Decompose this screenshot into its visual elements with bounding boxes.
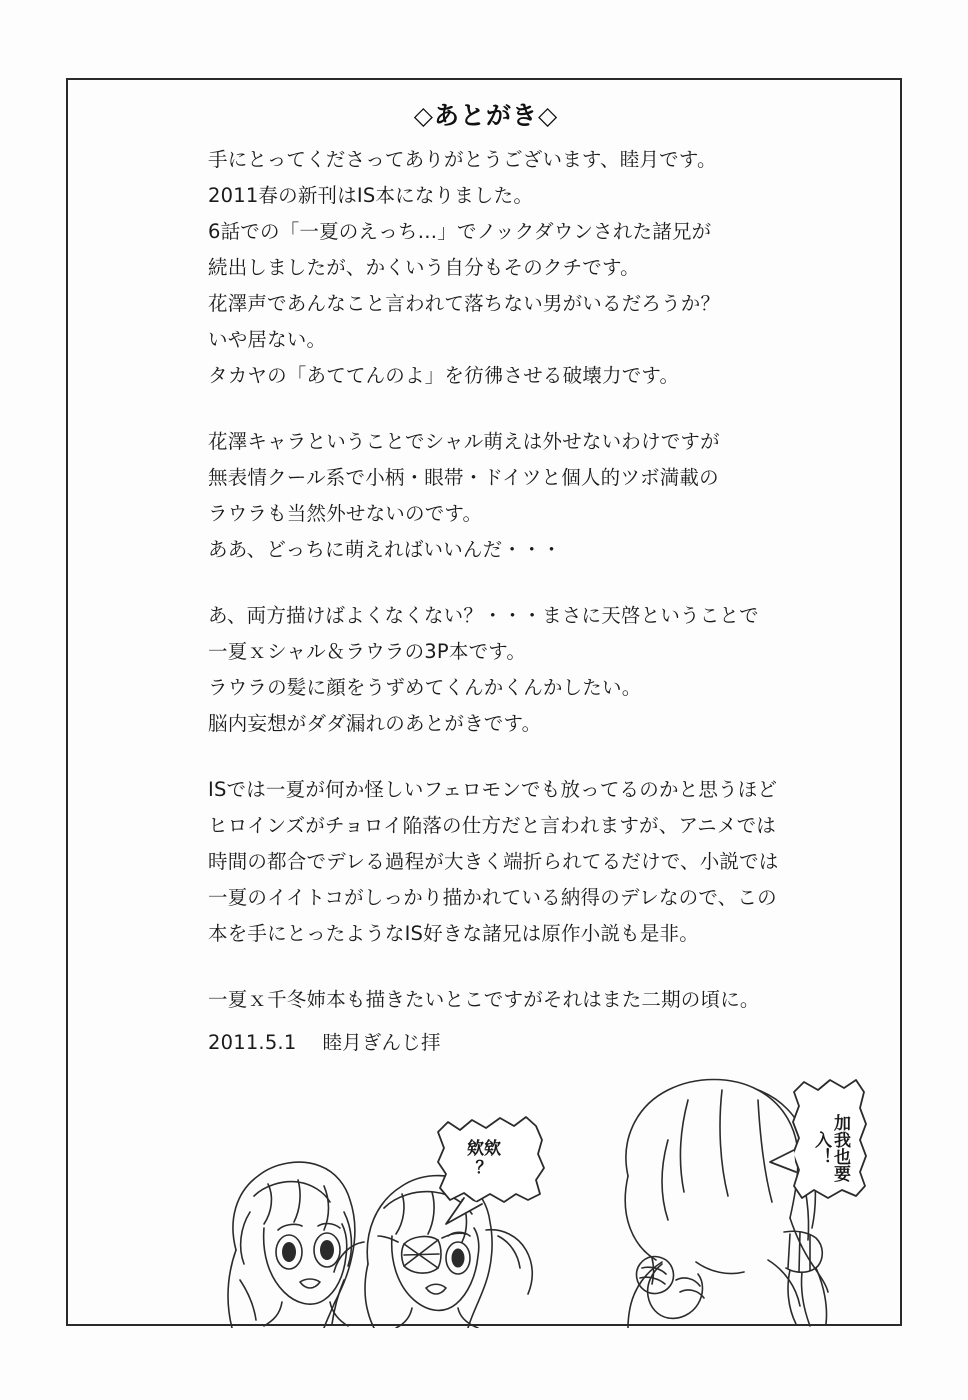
text-line: 花澤声であんなこと言われて落ちない男がいるだろうか？ — [208, 292, 721, 315]
page-title: ◇あとがき◇ — [413, 101, 559, 130]
page-content — [68, 80, 904, 1328]
text-line: 本を手にとったようなIS好きな諸兄は原作小説も是非。 — [208, 922, 699, 945]
signature-date: 2011.5.1 — [208, 1031, 297, 1054]
paragraph-3 — [208, 598, 848, 742]
text-line: 花澤キャラということでシャル萌えは外せないわけですが — [208, 430, 720, 453]
illustration — [68, 980, 904, 1328]
text-line: あ、両方描けばよくなくない？・・・まさに天啓ということで — [208, 604, 759, 627]
afterword-body — [208, 142, 848, 1018]
paragraph-2 — [208, 424, 848, 568]
text-line: タカヤの「あててんのよ」を彷彿させる破壊力です。 — [208, 364, 680, 387]
text-line: ISでは一夏が何か怪しいフェロモンでも放ってるのかと思うほど — [208, 778, 778, 801]
text-line: ラウラも当然外せないのです。 — [208, 502, 483, 525]
bubble-left-line1: 欸欸 — [467, 1139, 501, 1159]
speech-bubble-right-text: 加我也要入！ — [811, 1114, 850, 1182]
text-line: 脳内妄想がダダ漏れのあとがきです。 — [208, 712, 542, 735]
bubble-left-line2: ？ — [475, 1158, 493, 1178]
text-line: 一夏ｘ千冬姉本も描きたいとこですがそれはまた二期の頃に。 — [208, 988, 760, 1011]
text-line: 手にとってくださってありがとうございます、睦月です。 — [208, 148, 717, 171]
text-line: 時間の都合でデレる過程が大きく端折られてるだけで、小説では — [208, 850, 779, 873]
text-line: 6話での「一夏のえっち…」でノックダウンされた諸兄が — [208, 220, 712, 243]
page-border-frame — [66, 78, 902, 1326]
text-line: いや居ない。 — [208, 328, 327, 351]
text-line: 2011春の新刊はIS本になりました。 — [208, 184, 534, 207]
paragraph-1 — [208, 142, 848, 394]
text-line: ラウラの髪に顔をうずめてくんかくんかしたい。 — [208, 676, 642, 699]
paragraph-4 — [208, 772, 848, 952]
text-line: 一夏のイイトコがしっかり描かれている納得のデレなので、この — [208, 886, 777, 909]
text-line: 一夏ｘシャル＆ラウラの3P本です。 — [208, 640, 527, 663]
signature-name: 睦月ぎんじ拝 — [322, 1031, 441, 1054]
speech-bubble-left-text — [460, 1140, 508, 1178]
text-line: 続出しましたが、かくいう自分もそのクチです。 — [208, 256, 640, 279]
text-line: ああ、どっちに萌えればいいんだ・・・ — [208, 538, 562, 561]
text-line: 無表情クール系で小柄・眼帯・ドイツと個人的ツボ満載の — [208, 466, 719, 489]
text-line: ヒロインズがチョロイ陥落の仕方だと言われますが、アニメでは — [208, 814, 776, 837]
